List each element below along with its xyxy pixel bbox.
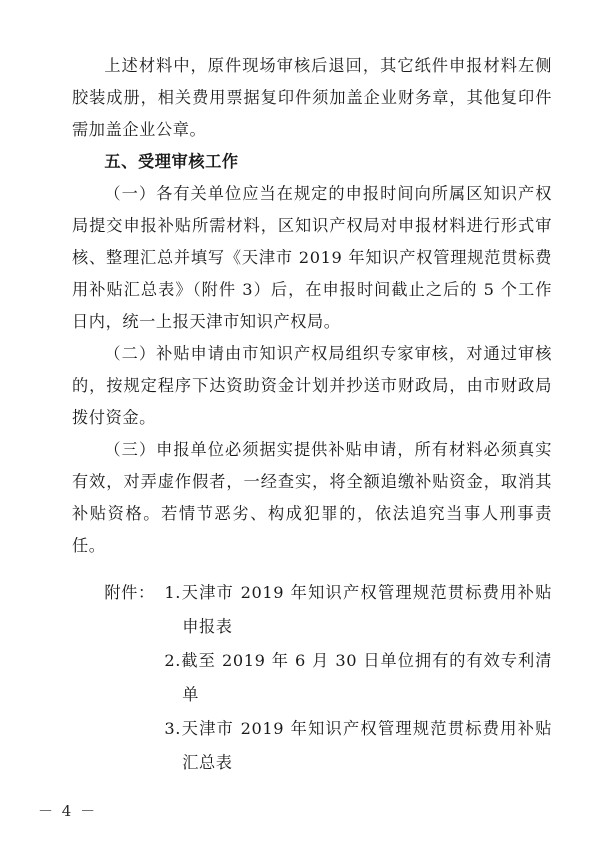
- attachment-item: 3.天津市 2019 年知识产权管理规范贯标费用补贴汇总表: [164, 719, 552, 772]
- attachments-section: [72, 576, 552, 780]
- attachment-item: 1.天津市 2019 年知识产权管理规范贯标费用补贴申报表: [164, 583, 552, 636]
- attachment-item: 2.截至 2019 年 6 月 30 日单位拥有的有效专利清单: [164, 651, 552, 704]
- page-number: － 4 －: [38, 802, 98, 820]
- paragraph-review-3: （三）申报单位必须据实提供补贴申请，所有材料必须真实有效，对弄虚作假者，一经查实，将全额追缴补贴资金，取消其补贴资格。若情节恶劣、构成犯罪的，依法追究当事人刑事责任。: [72, 440, 552, 555]
- document-body: [72, 50, 552, 780]
- paragraph-materials-note: 上述材料中，原件现场审核后退回，其它纸件申报材料左侧胶装成册，相关费用票据复印件须加盖企业财务章，其他复印件需加盖企业公章。: [72, 56, 552, 139]
- paragraph-review-1: （一）各有关单位应当在规定的申报时间向所属区知识产权局提交申报补贴所需材料，区知识产权局对申报材料进行形式审核、整理汇总并填写《天津市 2019 年知识产权管理规范贯标费用补贴汇总表》（附件 3）后，在申报时间截止之后的 5 个工作日内，统一上报天津市知识产权局。: [72, 184, 552, 331]
- paragraph-review-2: （二）补贴申请由市知识产权局组织专家审核，对通过审核的，按规定程序下达资助资金计划并抄送市财政局，由市财政局拨付资金。: [72, 344, 552, 427]
- attachments-list: [164, 576, 552, 780]
- attachments-label: 附件：: [104, 583, 155, 602]
- section-heading-review: 五、受理审核工作: [104, 152, 239, 171]
